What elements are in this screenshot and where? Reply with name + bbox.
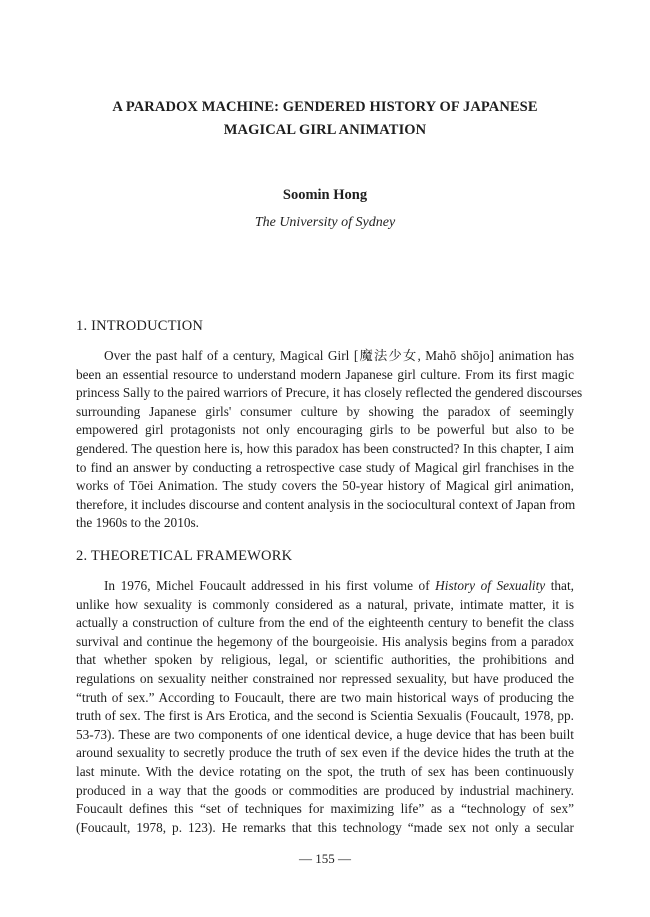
paragraph-line: (Foucault, 1978, p. 123). He remarks that this technology “made sex not only a secular: [76, 819, 574, 835]
paragraph-line: Over the past half of a century, Magical Girl [魔法少女, Mahō shōjo] animation has: [104, 348, 574, 363]
paragraph-line: empowered girl protagonists not only encouraging girls to be powerful but also to be: [76, 422, 574, 438]
paragraph-line: surrounding Japanese girls' consumer culture by showing the paradox of seemingly: [76, 403, 574, 419]
text-run: that,: [545, 578, 574, 593]
paragraph-line: actually a construction of culture from the end of the eighteenth century to benefit the class: [76, 615, 574, 631]
theoretical-framework-paragraph: [76, 577, 574, 837]
paragraph-line: the 1960s to the 2010s.: [76, 515, 199, 531]
author-affiliation: The University of Sydney: [254, 215, 396, 230]
section-heading-theoretical-framework: 2. THEORETICAL FRAMEWORK: [76, 548, 293, 564]
paragraph-line: that whether spoken by religious, legal, or scientific authorities, the prohibitions and: [76, 652, 574, 668]
paragraph-line: survival and continue the hegemony of the bourgeoisie. His analysis begins from a paradox: [76, 633, 574, 649]
author-name: Soomin Hong: [282, 187, 368, 203]
paragraph-line: last minute. With the device rotating on the spot, the truth of sex has been continuously: [76, 763, 574, 779]
paragraph-line: [76, 577, 574, 596]
paragraph-line: to find an answer by conducting a retrospective case study of Magical girl franchises in the: [76, 459, 574, 475]
introduction-paragraph: [76, 347, 583, 533]
paper-title: [75, 96, 575, 142]
paragraph-line: therefore, it includes discourse and content analysis in the sociocultural context of Japan from: [76, 496, 576, 512]
paragraph-line: princess Sally to the paired warriors of Precure, it has closely reflected the gendered discourses: [76, 385, 583, 401]
paragraph-line: “truth of sex.” According to Foucault, there are two main historical ways of producing the: [76, 689, 574, 705]
paragraph-line: regulations on sexuality neither constrained nor repressed sexuality, but have produced the: [76, 670, 574, 686]
paragraph-line: unlike how sexuality is commonly considered as a natural, private, intimate matter, it is: [76, 596, 574, 612]
section-heading-introduction: 1. INTRODUCTION: [76, 318, 204, 334]
text-run: In 1976, Michel Foucault addressed in his first volume of: [104, 578, 436, 593]
paragraph-line: works of Tōei Animation. The study covers the 50-year history of Magical girl animation,: [76, 478, 574, 494]
paragraph-line: 53-73). These are two components of one identical device, a huge device that has been built: [76, 726, 574, 742]
page-number: — 155 —: [299, 851, 351, 866]
title-line-1: A PARADOX MACHINE: GENDERED HISTORY OF JAPANESE: [112, 99, 538, 115]
paragraph-line: truth of sex. The first is Ars Erotica, and the second is Scientia Sexualis (Foucault, 1978, pp.: [76, 708, 574, 724]
paragraph-line: Foucault defines this “set of techniques for maximizing life” as a “technology of sex”: [76, 801, 574, 817]
paragraph-line: around sexuality to secretly produce the truth of sex even if the device hides the truth at the: [76, 745, 574, 761]
paragraph-line: gendered. The question here is, how this paradox has been constructed? In this chapter, I aim: [76, 440, 574, 456]
paragraph-line: been an essential resource to understand modern Japanese girl culture. From its first magic: [76, 366, 574, 382]
paragraph-line: produced in a way that the goods or commodities are produced by industrial machinery.: [76, 782, 574, 798]
book-title: History of Sexuality: [435, 578, 546, 593]
title-line-2: MAGICAL GIRL ANIMATION: [223, 122, 427, 138]
